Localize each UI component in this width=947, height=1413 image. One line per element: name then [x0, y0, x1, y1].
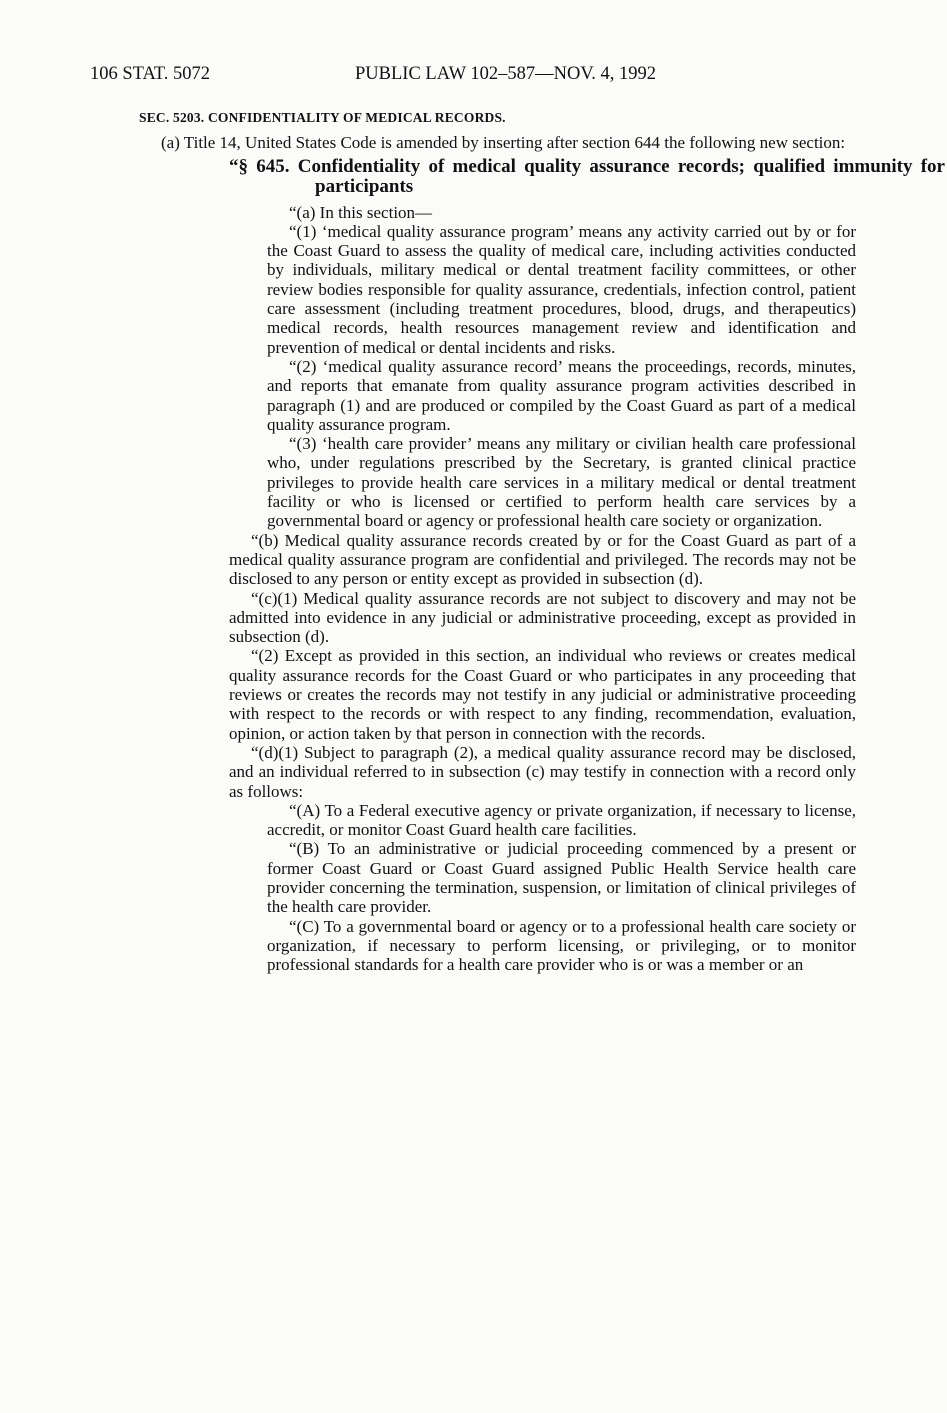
- paragraph-c1: “(c)(1) Medical quality assurance records are not subject to discovery and may not be admitted into evidence in any judicial or administrative proceeding, except as provided in subsection (d).: [229, 588, 856, 647]
- paragraph-d1: “(d)(1) Subject to paragraph (2), a medical quality assurance record may be disclosed, and an individual referred to in subsection (c) may testify in connection with a record only as follows:: [229, 742, 856, 801]
- page-header: [90, 64, 850, 86]
- paragraph-a1: “(1) ‘medical quality assurance program’ means any activity carried out by or for the Coast Guard to assess the quality of medical care, including activities conducted by individuals, military medical or dental treatment facility committees, or other review bodies responsible for quality assurance, credentials, infection control, patient care assessment (including treatment procedures, blood, drugs, and therapeutics) medical records, health resources management review and identification and prevention of medical or dental incidents and risks.: [267, 221, 856, 357]
- paragraph-a-intro: “(a) In this section—: [289, 202, 433, 222]
- body-text: [139, 108, 945, 975]
- public-law-date: PUBLIC LAW 102–587—NOV. 4, 1992: [355, 64, 657, 84]
- statute-citation: 106 STAT. 5072: [90, 64, 210, 84]
- paragraph-a3: “(3) ‘health care provider’ means any military or civilian health care professional who, under regulations prescribed by the Secretary, is granted clinical practice privileges to provide health care services in a military medical or dental treatment facility or who is licensed or certified to perform health care services by a governmental board or agency or professional health care society or organization.: [267, 434, 856, 531]
- intro-paragraph: (a) Title 14, United States Code is amended by inserting after section 644 the following new section:: [161, 133, 846, 153]
- paragraph-b: “(b) Medical quality assurance records created by or for the Coast Guard as part of a medical quality assurance program are confidential and privileged. The records may not be disclosed to any person or entity except as provided in subsection (d).: [229, 530, 856, 589]
- paragraph-c2: “(2) Except as provided in this section, an individual who reviews or creates medical quality assurance records for the Coast Guard or who participates in any proceeding that reviews or creates the records may not testify in any judicial or administrative proceeding with respect to the records or with respect to any finding, recommendation, evaluation, opinion, or action taken by that person in connection with the records.: [229, 646, 856, 743]
- paragraph-dC: “(C) To a governmental board or agency or to a professional health care society or organization, if necessary to perform licensing, or privileging, or to monitor professional standards for a health care provider who is or was a member or an: [267, 916, 856, 975]
- paragraph-a2: “(2) ‘medical quality assurance record’ means the proceedings, records, minutes, and reports that emanate from quality assurance program activities described in paragraph (1) and are produced or compiled by the Coast Guard as part of a medical quality assurance program.: [267, 356, 856, 434]
- new-section-heading: “§ 645. Confidentiality of medical quality assurance records; qualified immunity for participants: [229, 155, 945, 197]
- paragraph-dA: “(A) To a Federal executive agency or private organization, if necessary to license, accredit, or monitor Coast Guard health care facilities.: [267, 800, 856, 840]
- section-heading: SEC. 5203. CONFIDENTIALITY OF MEDICAL RECORDS.: [139, 110, 506, 125]
- paragraph-dB: “(B) To an administrative or judicial proceeding commenced by a present or former Coast Guard or Coast Guard assigned Public Health Service health care provider concerning the termination, suspension, or limitation of clinical privileges of the health care provider.: [267, 839, 856, 917]
